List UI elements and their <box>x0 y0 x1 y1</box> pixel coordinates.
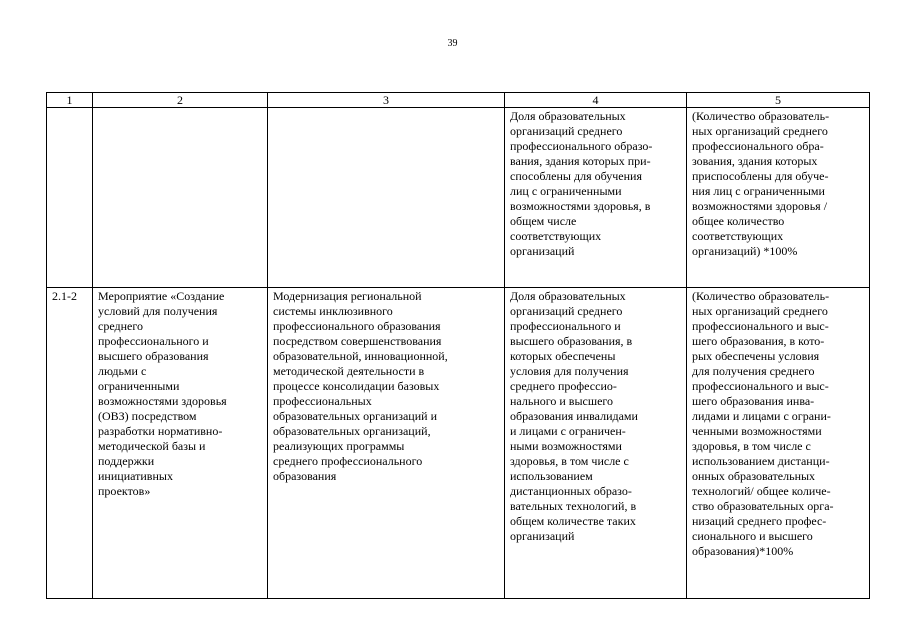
column-header: 3 <box>268 93 505 108</box>
table-cell <box>505 108 687 288</box>
cell-text: Доля образовательных организаций среднего профессионального образо- вания, здания которых при- способлены для обучения лиц с ограниченными возможностями здоровья, в общем числе соответствующих организаций <box>510 109 653 258</box>
table-cell <box>268 288 505 599</box>
cell-text: Мероприятие «Создание условий для получения среднего профессионального и высшего образования людьми с ограниченными возможностями здоровья (ОВЗ) посредством разработки нормативно- методической базы и поддержки инициативных проектов» <box>98 289 227 498</box>
table-cell <box>47 288 93 599</box>
cell-text: (Количество образователь- ных организаций среднего профессионального и выс- шего образования, в кото- рых обеспечены условия для получения среднего профессионального и выс- шего образования инва- лидами и лицами с ограни- ченными возможностями здоровья, в том числе с использованием дистанци- онных образовательных технологий/ общее количе- ство образовательных орга- низаций среднего профес- сионального и высшего образования)*100% <box>692 289 834 558</box>
column-header: 1 <box>47 93 93 108</box>
page-number: 39 <box>447 38 458 49</box>
column-header: 2 <box>93 93 268 108</box>
table-row <box>47 108 870 288</box>
cell-text: (Количество образователь- ных организаций среднего профессионального обра- зования, здания которых приспособлены для обуче- ния лиц с ограниченными возможностями здоровья / общее количество соответствующих организаций) *100% <box>692 109 830 258</box>
table-cell <box>687 108 870 288</box>
table-cell <box>687 288 870 599</box>
cell-text: 2.1-2 <box>52 289 77 303</box>
table-cell <box>505 288 687 599</box>
column-header: 4 <box>505 93 687 108</box>
cell-text: Доля образовательных организаций среднего профессионального и высшего образования, в которых обеспечены условия для получения среднего профессио- нального и высшего образования инвалидами и лицами с ограничен- ными возможностями здоровья, в том числе с использованием дистанционных образо- вательных технологий, в общем количестве таких организаций <box>510 289 638 543</box>
table-cell <box>47 108 93 288</box>
indicators-table <box>46 92 870 599</box>
table-cell <box>268 108 505 288</box>
table-cell <box>93 288 268 599</box>
cell-text: Модернизация региональной системы инклюзивного профессионального образования посредством совершенствования образовательной, инновационной, методической деятельности в процессе консолидации базовых профессиональных образовательных организаций и образовательных организаций, реализующих программы среднего профессионального образования <box>273 289 448 483</box>
table-header-row <box>47 93 870 108</box>
column-header: 5 <box>687 93 870 108</box>
table-cell <box>93 108 268 288</box>
table-row <box>47 288 870 599</box>
